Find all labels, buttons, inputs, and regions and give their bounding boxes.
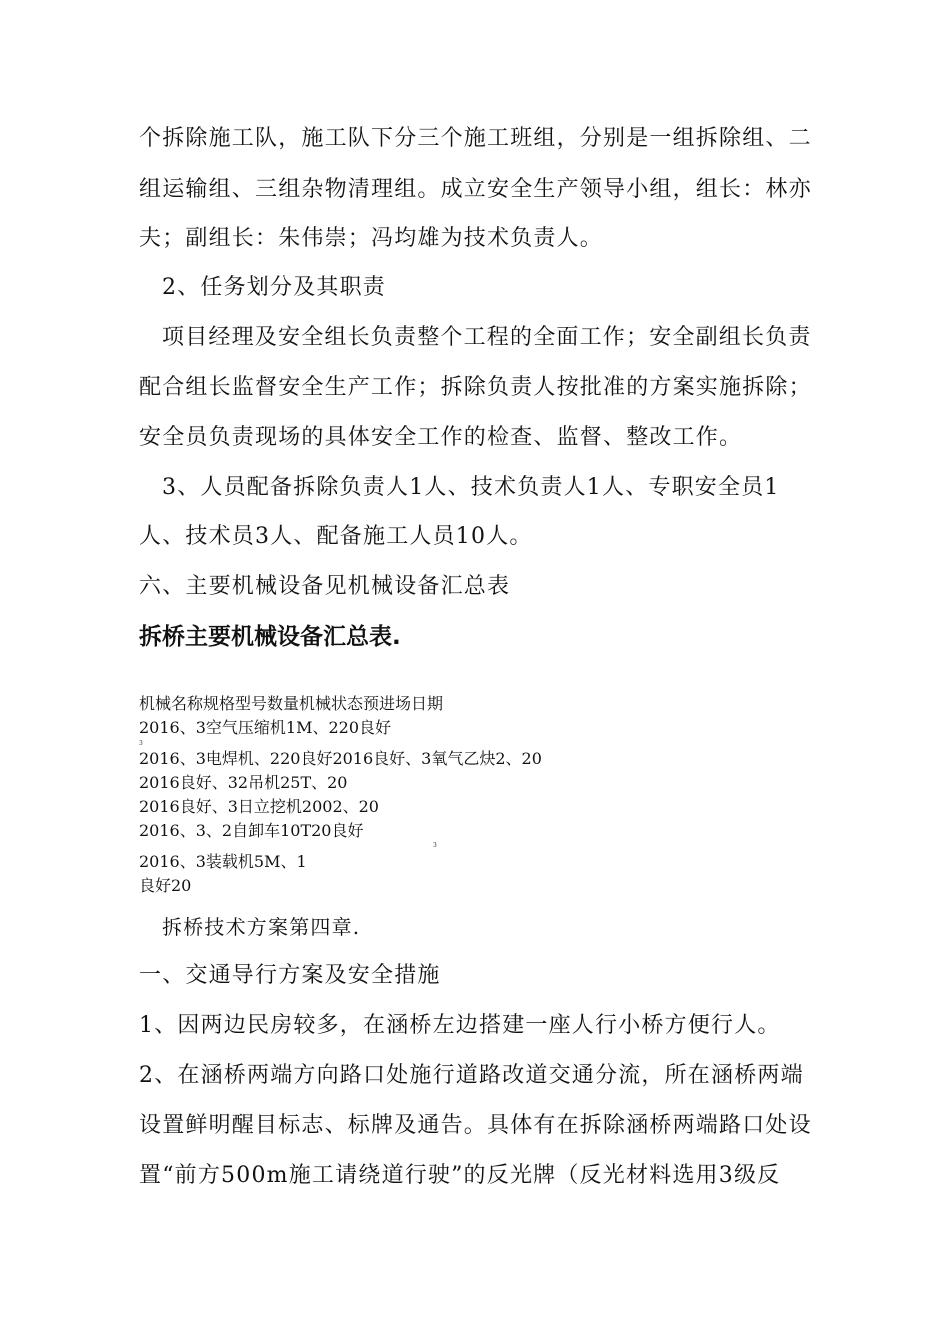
body-line-5: 项目经理及安全组长负责整个工程的全面工作；安全副组长负责 [162,325,812,350]
table-row: 2016、3装载机5M、1 [139,852,307,871]
subheading-staffing: 3、人员配备拆除负责人1人、技术负责人1人、专职安全员1 [162,475,780,500]
body-line-traffic-1: 1、因两边民房较多，在涵桥左边搭建一座人行小桥方便行人。 [139,1013,781,1038]
table-row: 2016良好、3日立挖机2002、20 [139,797,379,816]
section-heading-traffic: 一、交通导行方案及安全措施 [139,963,441,988]
body-line-1: 个拆除施工队，施工队下分三个施工班组，分别是一组拆除组、二 [139,126,812,151]
body-line-6: 配合组长监督安全生产工作；拆除负责人按批准的方案实施拆除； [139,375,812,400]
table-title: 拆桥主要机械设备汇总表. [139,624,401,650]
footnote-mark: 3 [433,842,437,849]
table-row: 2016、3电焊机、220良好2016良好、3氧气乙炔2、20 [139,749,542,768]
section-heading-equipment: 六、主要机械设备见机械设备汇总表 [139,574,511,599]
body-line-2: 组运输组、三组杂物清理组。成立安全生产领导小组，组长：林亦 [139,177,812,202]
body-line-traffic-3: 设置鲜明醒目标志、标牌及通告。具体有在拆除涵桥两端路口处设 [139,1113,812,1138]
subheading-task-division: 2、任务划分及其职责 [162,275,386,300]
body-line-traffic-4: 置“前方500m施工请绕道行驶”的反光牌（反光材料选用3级反 [139,1163,781,1188]
table-row: 良好20 [139,876,192,895]
chapter-title: 拆桥技术方案第四章. [162,915,361,939]
table-header-row: 机械名称规格型号数量机械状态预进场日期 [139,694,444,713]
body-line-traffic-2: 2、在涵桥两端方向路口处施行道路改道交通分流，所在涵桥两端 [139,1063,804,1088]
table-row: 2016、3、2自卸车10T20良好 [139,821,364,840]
footnote-mark: 3 [139,740,143,747]
table-row: 2016、3空气压缩机1M、220良好 [139,718,392,737]
body-line-7: 安全员负责现场的具体安全工作的检查、监督、整改工作。 [139,425,743,450]
body-line-3: 夫；副组长：朱伟崇；冯均雄为技术负责人。 [139,226,604,251]
table-row: 2016良好、32吊机25T、20 [139,773,348,792]
body-line-9: 人、技术员3人、配备施工人员10人。 [139,524,533,549]
